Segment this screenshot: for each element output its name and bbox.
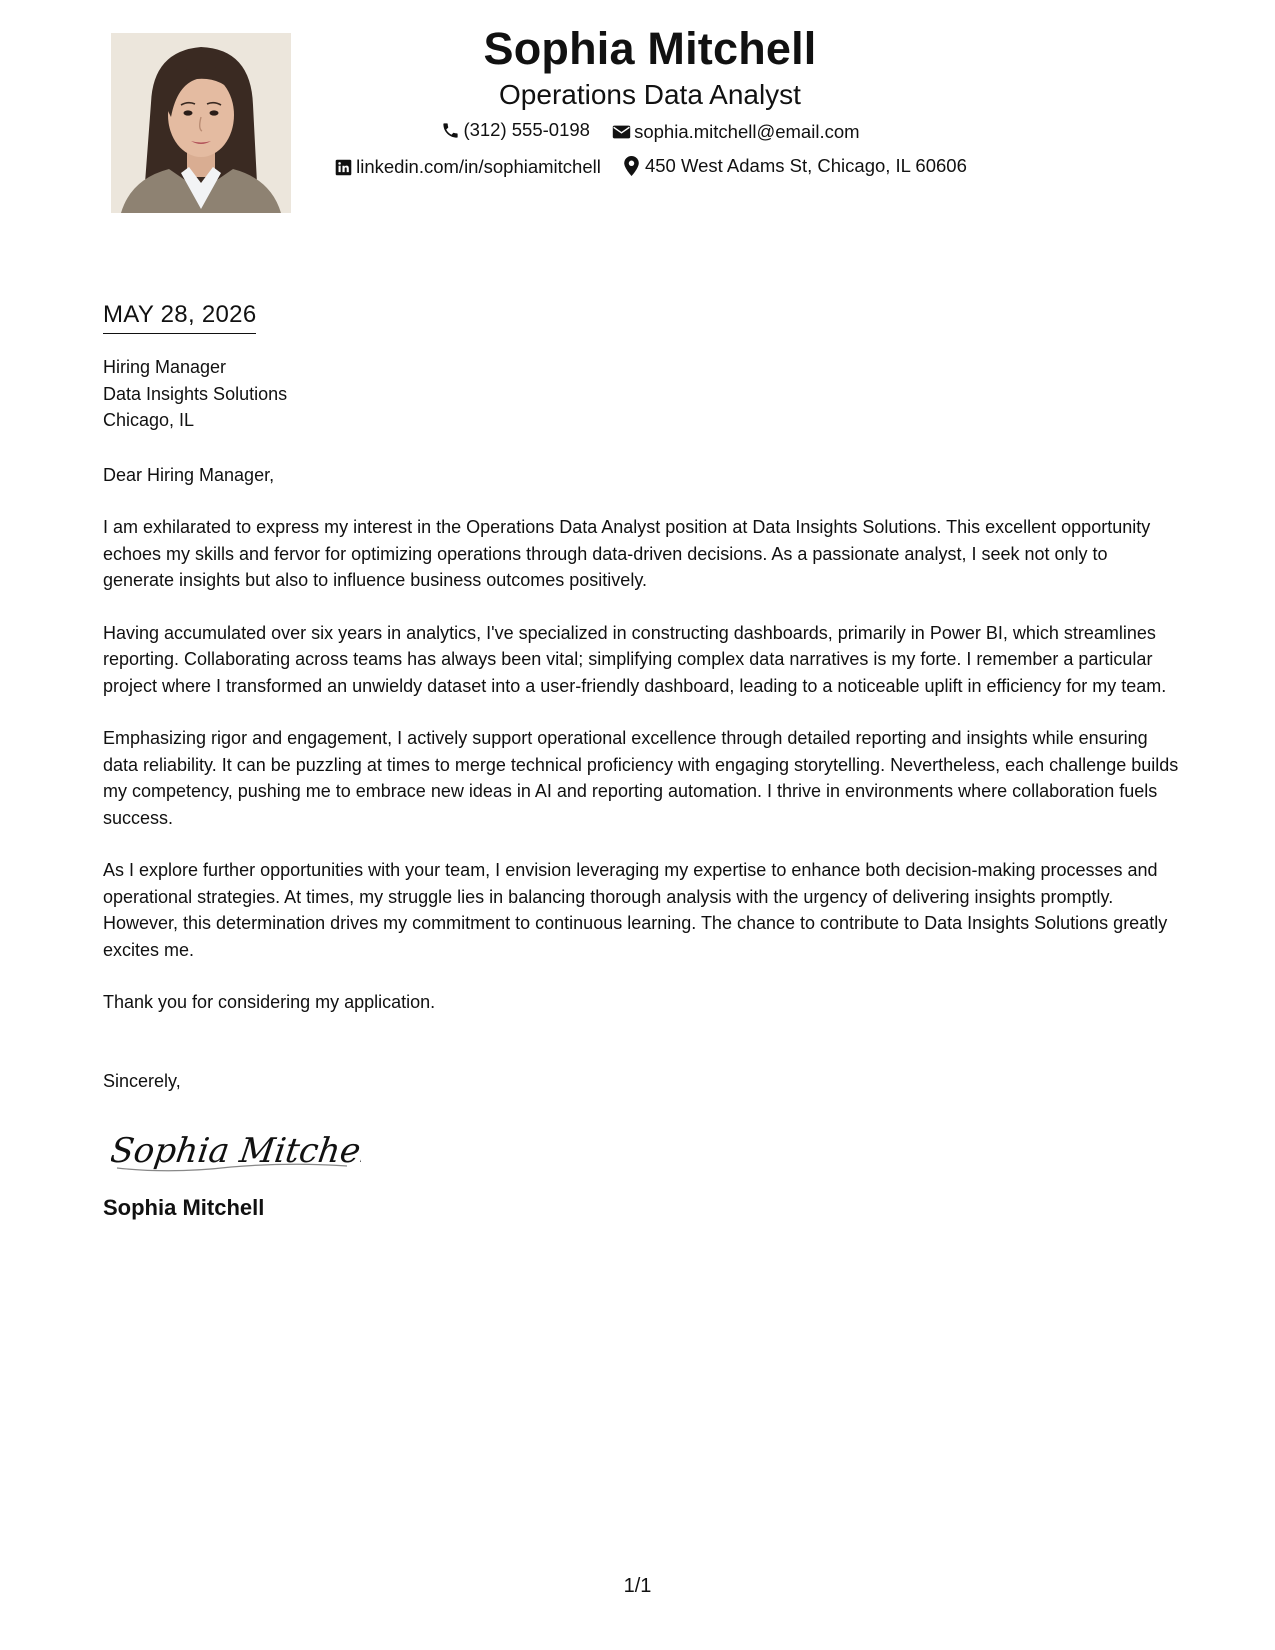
signature-glyphs: Sophia Mitchell: [111, 1131, 361, 1171]
phone-icon: [440, 120, 460, 140]
recipient-location: Chicago, IL: [103, 410, 195, 430]
closing: Sincerely,: [103, 1070, 181, 1091]
email-contact[interactable]: [611, 120, 859, 144]
phone-text: (312) 555-0198: [463, 119, 590, 140]
paragraph-5: Thank you for considering my application.: [103, 992, 436, 1012]
job-title: Operations Data Analyst: [499, 79, 801, 110]
recipient-title: Hiring Manager: [103, 357, 227, 377]
letter-date: MAY 28, 2026: [103, 299, 256, 334]
contact-line-2: [300, 154, 1000, 182]
address-text: 450 West Adams St, Chicago, IL 60606: [644, 154, 967, 176]
applicant-name: Sophia Mitchell: [483, 23, 817, 74]
recipient-block: [103, 354, 1183, 434]
envelope-icon: [611, 122, 631, 142]
page-number: 1/1: [623, 1575, 652, 1597]
map-marker-icon: [622, 156, 642, 176]
contact-line-1: [300, 118, 1000, 146]
header: [300, 20, 1000, 182]
linkedin-icon: [333, 157, 353, 177]
recipient-company: Data Insights Solutions: [103, 383, 288, 404]
address-contact: [622, 154, 967, 178]
paragraph-3: Emphasizing rigor and engagement, I actively support operational excellence through detailed reporting and insights while ensuring data reliability. It can be puzzling at times to merge technical proficiency with engaging storytelling. Nevertheless, each challenge builds my competency, pushing me to embrace new ideas in AI and reporting automation. I thrive in environments where collaboration fuels success.: [103, 728, 1179, 828]
salutation: Dear Hiring Manager,: [103, 464, 275, 485]
email-text: sophia.mitchell@email.com: [634, 120, 860, 142]
phone-contact[interactable]: [440, 118, 590, 142]
linkedin-contact[interactable]: [333, 155, 601, 179]
letter-body: [103, 299, 1183, 1222]
paragraph-2: Having accumulated over six years in analytics, I've specialized in constructing dashboards, primarily in Power BI, which streamlines reporting. Collaborating across teams has always been vital; simplifying complex data narratives is my forte. I remember a particular project where I transformed an unwieldy dataset into a user-friendly dashboard, leading to a noticeable uplift in efficiency for my team.: [103, 622, 1167, 696]
profile-photo: [111, 33, 291, 213]
paragraph-1: I am exhilarated to express my interest in the Operations Data Analyst position at Data Insights Solutions. This excellent opportunity echoes my skills and fervor for optimizing operations through data-driven decisions. As a passionate analyst, I seek not only to generate insights but also to influence business outcomes positively.: [103, 517, 1151, 590]
signer-name: Sophia Mitchell: [103, 1195, 265, 1220]
paragraph-4: As I explore further opportunities with your team, I envision leveraging my expertise to enhance both decision-making processes and operational strategies. At times, my struggle lies in balancing thorough analysis with the urgency of delivering insights promptly. However, this determination drives my commitment to continuous learning. The chance to contribute to Data Insights Solutions greatly excites me.: [103, 860, 1168, 960]
handwritten-signature: [111, 1120, 361, 1180]
linkedin-text: linkedin.com/in/sophiamitchell: [356, 156, 601, 177]
